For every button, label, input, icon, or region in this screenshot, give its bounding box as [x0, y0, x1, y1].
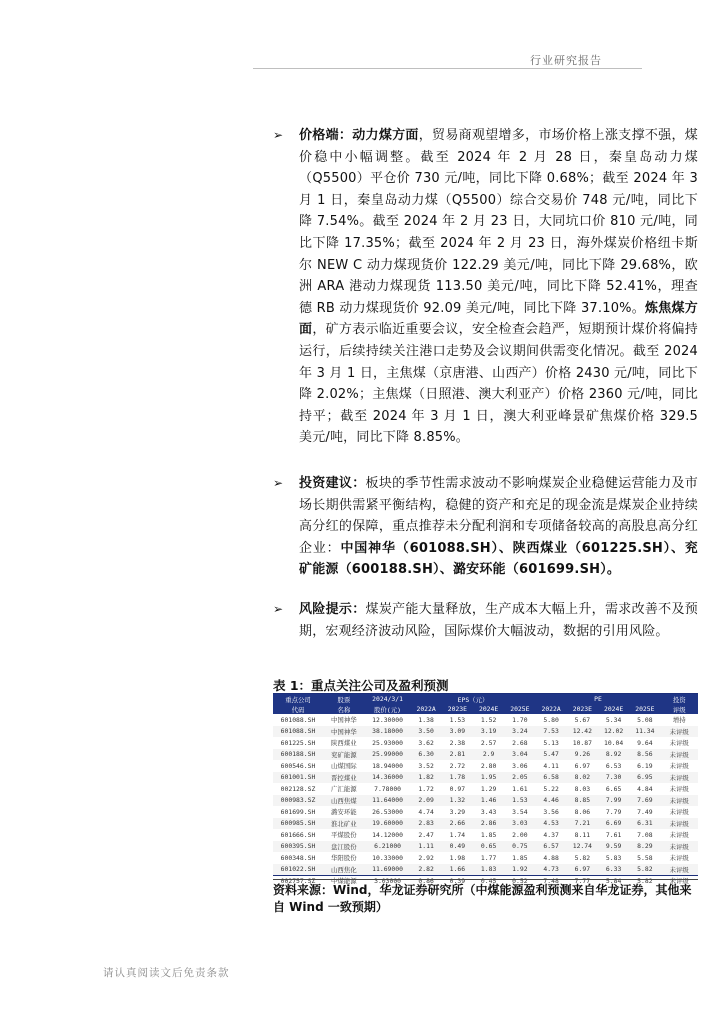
table-cell: 7.77	[574, 876, 591, 885]
table-cell: 11.34	[629, 726, 660, 738]
risk-section	[273, 599, 698, 642]
table-cell: 1.85	[512, 853, 528, 862]
table-cell: 中国神华	[331, 716, 357, 725]
table-cell: 3.24	[504, 726, 535, 738]
table-cell: 7.78000	[374, 784, 402, 793]
table-cell: 6.65	[605, 784, 622, 793]
table-cell: 6.69	[598, 818, 629, 830]
earnings-table	[273, 693, 698, 886]
invest-picks: 中国神华（601088.SH）、陕西煤业（601225.SH）、兖矿能源（600188.SH）、潞安环能（601699.SH）。	[299, 540, 698, 578]
table-cell: 000983.SZ	[273, 795, 323, 807]
table-cell: 华阳股份	[331, 854, 357, 863]
table-cell: 6.21000	[365, 841, 411, 853]
table-cell: 8.85	[567, 795, 598, 807]
invest-label: 投资建议：	[299, 476, 366, 491]
table-cell: 5.82	[637, 876, 653, 885]
table-row	[273, 726, 698, 738]
table-cell: 3.52	[418, 761, 434, 770]
table-cell: 7.30	[598, 772, 629, 784]
table-cell: 7.21	[567, 818, 598, 830]
table-cell: 7.61	[605, 830, 622, 839]
table-cell: 601088.SH	[273, 726, 323, 738]
table-cell: 0.97	[449, 784, 466, 793]
table-subheader-cell: 2023E	[447, 705, 467, 713]
table-cell: 600348.SH	[280, 853, 316, 862]
table-cell: 12.42	[567, 726, 598, 738]
footer-disclaimer: 请认真阅读文后免责条款	[103, 967, 230, 979]
table-cell: 1.95	[473, 772, 504, 784]
table-cell: 7.08	[637, 830, 653, 839]
table-cell: 中国神华	[323, 726, 365, 738]
coking-coal-label: 炼焦煤方面	[299, 300, 698, 338]
table-cell: 2.86	[473, 818, 504, 830]
table-cell: 6.97	[567, 864, 598, 876]
table-cell: 未评级	[660, 841, 698, 853]
th-pe: PE	[594, 695, 602, 703]
table-cell: 0.75	[504, 841, 535, 853]
table-cell: 1.46	[473, 795, 504, 807]
price-label: 价格端：	[299, 128, 353, 143]
table-cell: 1.92	[504, 864, 535, 876]
table-cell: 5.84	[605, 876, 622, 885]
table-cell: 12.74	[567, 841, 598, 853]
table-cell: 2.66	[442, 818, 473, 830]
table-cell: 14.36000	[365, 772, 411, 784]
table-cell: 3.03	[504, 818, 535, 830]
table-row	[273, 864, 698, 876]
source-note: 资料来源：Wind，华龙证券研究所（中煤能源盈利预测来自华龙证券，其他来自 Wind 一致预期）	[273, 879, 698, 916]
table-cell: 0.86	[418, 876, 434, 885]
table-cell: 11.64000	[365, 795, 411, 807]
thermal-coal-label: 动力煤方面	[352, 128, 419, 143]
table-subheader-cell: 2025E	[510, 705, 530, 713]
table-cell: 3.29	[449, 807, 466, 816]
table-cell: 1.98	[449, 853, 466, 862]
table-cell: 1.74	[449, 830, 466, 839]
table-cell: 6.33	[598, 864, 629, 876]
table-cell: 0.52	[512, 876, 528, 885]
table-cell: 2.80	[480, 761, 497, 770]
table-cell: 601699.SH	[280, 807, 316, 816]
table-cell: 8.06	[574, 807, 591, 816]
table-subheader-cell: 股价(元)	[374, 705, 401, 714]
table-subheader-cell: 2023E	[572, 705, 592, 713]
table-cell: 14.12000	[372, 830, 403, 839]
table-cell: 601001.SH	[273, 772, 323, 784]
table-cell: 1.82	[410, 772, 441, 784]
table-cell: 600985.SH	[273, 818, 323, 830]
table-cell: 8.02	[567, 772, 598, 784]
table-cell: 38.18000	[365, 726, 411, 738]
table-cell: 1.83	[473, 864, 504, 876]
table-cell: 8.92	[598, 749, 629, 761]
table-cell: 8.11	[574, 830, 591, 839]
table-cell: 6.57	[535, 841, 566, 853]
table-row	[273, 852, 698, 864]
table-cell: 25.99000	[365, 749, 411, 761]
table-cell: 8.03	[574, 784, 591, 793]
table-subheader-cell: 2024E	[478, 705, 499, 713]
invest-section	[273, 473, 698, 581]
table-cell: 601088.SH	[280, 715, 316, 724]
table-cell: 3.54	[512, 807, 528, 816]
table-cell: 未评级	[660, 864, 698, 876]
table-cell: 6.19	[637, 761, 653, 770]
th-company: 重点公司	[285, 695, 311, 704]
th-eps: EPS（元）	[457, 695, 489, 704]
table-cell: 2.57	[480, 738, 497, 747]
table-cell: 增持	[672, 716, 686, 725]
table-cell: 4.37	[543, 830, 559, 839]
table-cell: 1.32	[442, 795, 473, 807]
table-cell: 5.13	[543, 738, 559, 747]
table-cell: 5.34	[605, 715, 622, 724]
table-cell: 002128.SZ	[280, 784, 316, 793]
table-cell: 9.59	[598, 841, 629, 853]
risk-paragraph	[273, 599, 698, 642]
table-cell: 12.30000	[372, 715, 403, 724]
table-cell: 5.67	[574, 715, 591, 724]
table-cell: 3.03000	[374, 876, 402, 885]
table-cell: 3.19	[473, 726, 504, 738]
table-cell: 3.04	[504, 749, 535, 761]
table-cell: 3.62	[418, 738, 434, 747]
table-row	[273, 795, 698, 807]
table-cell: 2.05	[504, 772, 535, 784]
table-cell: 未评级	[669, 808, 689, 817]
invest-text: 板块的季节性需求波动不影响煤炭企业稳健运营能力及市场长期供需紧平衡结构，稳健的资产和充足的现金流是煤炭企业持续高分红的保障，重点推荐未分配利润和专项储备较高的高股息高分红企业：	[299, 476, 698, 556]
table-cell: 7.69	[629, 795, 660, 807]
table-row	[273, 760, 698, 772]
table-subheader-cell: 2024E	[603, 705, 624, 713]
table-cell: 601666.SH	[280, 830, 316, 839]
table-cell: 7.53	[535, 726, 566, 738]
table-cell: 6.58	[535, 772, 566, 784]
table-cell: 1.85	[480, 830, 497, 839]
table-cell: 5.22	[543, 784, 559, 793]
table-cell: 4.46	[535, 795, 566, 807]
table-cell: 601022.SH	[273, 864, 323, 876]
table-cell: 未评级	[669, 854, 689, 863]
table-cell: 12.02	[598, 726, 629, 738]
table-cell: 未评级	[669, 739, 689, 748]
table-cell: 18.94000	[372, 761, 403, 770]
bullet-arrow-icon: ➢	[273, 128, 284, 142]
table-cell: 9.64	[637, 738, 653, 747]
table-cell: 盘江股份	[323, 841, 365, 853]
table-row	[273, 772, 698, 784]
table-cell: 5.83	[605, 853, 622, 862]
table-row	[273, 841, 698, 853]
table-cell: 未评级	[660, 772, 698, 784]
table-title: 表 1：重点关注公司及盈利预测	[273, 678, 449, 693]
header-rule	[253, 68, 642, 69]
table-cell: 1.38	[418, 715, 434, 724]
table-cell: 淮北矿业	[323, 818, 365, 830]
table-cell: 1.53	[449, 715, 466, 724]
table-cell: 2.92	[418, 853, 434, 862]
table-subheader-cell: 评级	[672, 705, 686, 714]
table-cell: 4.88	[543, 853, 559, 862]
table-row	[273, 783, 698, 795]
bullet-arrow-icon: ➢	[273, 476, 284, 490]
table-cell: 6.95	[629, 772, 660, 784]
table-cell: 10.33000	[372, 853, 403, 862]
table-cell: 6.53	[605, 761, 622, 770]
table-cell: 2.9	[473, 749, 504, 761]
table-cell: 潞安环能	[331, 808, 357, 817]
table-cell: 26.53000	[372, 807, 403, 816]
risk-label: 风险提示：	[299, 602, 366, 617]
table-row	[273, 749, 698, 761]
table-cell: 4.11	[543, 761, 559, 770]
table-cell: 7.99	[598, 795, 629, 807]
table-subheader-cell: 代码	[291, 705, 305, 714]
table-cell: 2.72	[449, 761, 466, 770]
table-cell: 25.93000	[372, 738, 403, 747]
table-cell: 山西焦化	[323, 864, 365, 876]
table-cell: 3.09	[442, 726, 473, 738]
risk-text: 煤炭产能大量释放，生产成本大幅上升，需求改善不及预期，宏观经济波动风险，国际煤价大幅波动，数据的引用风险。	[299, 602, 698, 639]
table-cell: 3.56	[543, 807, 559, 816]
table-cell: 1.52	[480, 715, 497, 724]
table-cell: 广汇能源	[331, 785, 357, 794]
th-rating: 投资	[672, 695, 686, 704]
table-cell: 未评级	[660, 749, 698, 761]
table-cell: 未评级	[669, 831, 689, 840]
table-cell: 2.81	[442, 749, 473, 761]
table-cell: 2.47	[418, 830, 434, 839]
table-cell: 7.48	[543, 876, 559, 885]
table-cell: 1.29	[480, 784, 497, 793]
table-cell: 1.77	[480, 853, 497, 862]
table-cell: 山西焦煤	[323, 795, 365, 807]
table-cell: 1.53	[504, 795, 535, 807]
table-cell: 兖矿能源	[323, 749, 365, 761]
table-cell: 2.83	[410, 818, 441, 830]
table-cell: 10.87	[572, 738, 592, 747]
table-cell: 1.70	[512, 715, 528, 724]
table-cell: 0.49	[442, 841, 473, 853]
table-subheader-cell: 2022A	[541, 705, 561, 713]
table-row	[273, 818, 698, 830]
table-cell: 2.00	[512, 830, 528, 839]
table-cell: 未评级	[660, 818, 698, 830]
table-cell: 0.65	[473, 841, 504, 853]
table-cell: 600395.SH	[273, 841, 323, 853]
table-cell: 6.97	[574, 761, 591, 770]
table-cell: 2.38	[449, 738, 466, 747]
table-cell: 9.26	[567, 749, 598, 761]
table-subheader-cell: 2022A	[416, 705, 436, 713]
table-cell: 未评级	[669, 877, 689, 886]
table-cell: 中煤能源	[331, 877, 357, 886]
table-cell: 7.49	[637, 807, 653, 816]
table-header-row-2	[273, 704, 698, 714]
table-cell: 3.06	[512, 761, 528, 770]
table-cell: 601225.SH	[280, 738, 316, 747]
table-cell: 600546.SH	[280, 761, 316, 770]
table-cell: 2.09	[410, 795, 441, 807]
table-cell: 平煤股份	[331, 831, 357, 840]
table-row	[273, 829, 698, 841]
table-cell: 4.84	[637, 784, 653, 793]
page-header-label: 行业研究报告	[530, 54, 602, 67]
price-paragraph	[273, 125, 698, 449]
table-cell: 晋控煤业	[323, 772, 365, 784]
coking-coal-text: ，矿方表示临近重要会议，安全检查会趋严，短期预计煤价将偏持运行，后续持续关注港口走势及会议期间供需变化情况。截至 2024 年 3 月 1 日，主焦煤（京唐港、山西产）价格 2430 元/吨，同比下降 2.02%；主焦煤（日照港、澳大利亚产）价格 2360 元/吨，同比持平；截至 2024 年 3 月 1 日，澳大利亚峰景矿焦煤价格 329.5 美元/吨，同比下降 8.85%。	[299, 322, 698, 446]
bullet-arrow-icon: ➢	[273, 602, 284, 616]
table-cell: 未评级	[669, 762, 689, 771]
table-cell: 1.78	[442, 772, 473, 784]
table-cell: 1.72	[418, 784, 434, 793]
table-cell: 5.58	[637, 853, 653, 862]
table-cell: 陕西煤业	[331, 739, 357, 748]
table-row	[273, 737, 698, 749]
table-cell: 2.68	[512, 738, 528, 747]
table-cell: 8.56	[629, 749, 660, 761]
table-cell: 4.74	[418, 807, 434, 816]
table-cell: 未评级	[660, 726, 698, 738]
price-section	[273, 125, 698, 449]
table-cell: 5.82	[629, 864, 660, 876]
table-cell: 0.45	[480, 876, 497, 885]
table-row	[273, 806, 698, 818]
table-cell: 11.69000	[365, 864, 411, 876]
table-cell: 1.66	[442, 864, 473, 876]
table-cell: 1.61	[512, 784, 528, 793]
table-cell: 未评级	[660, 795, 698, 807]
table-cell: 6.31	[629, 818, 660, 830]
table-cell: 0.39	[449, 876, 466, 885]
table-cell: 8.29	[629, 841, 660, 853]
table-cell: 3.50	[410, 726, 441, 738]
table-cell: 10.04	[603, 738, 624, 747]
table-row	[273, 714, 698, 726]
table-cell: 1.11	[410, 841, 441, 853]
table-cell: 6.30	[410, 749, 441, 761]
thermal-coal-text: ，贸易商观望增多，市场价格上涨支撑不强，煤价稳中小幅调整。截至 2024 年 2 月 28 日，秦皇岛动力煤（Q5500）平仓价 730 元/吨，同比下降 0.68%；截至 2024 年 3 月 1 日，秦皇岛动力煤（Q5500）综合交易价 748 元/吨，同比下降 7.54%。截至 2024 年 2 月 23 日，大同坑口价 810 元/吨，同比下降 17.35%；截至 2024 年 2 月 23 日，海外煤炭价格纽卡斯尔 NEW C 动力煤现货价 122.29 美元/吨，同比下降 29.68%，欧洲 ARA 港动力煤现货 113.50 美元/吨，同比下降 52.41%，理查德 RB 动力煤现货价 92.09 美元/吨，同比下降 37.10%。	[299, 128, 698, 316]
table-cell: 19.60000	[365, 818, 411, 830]
table-cell: 山煤国际	[331, 762, 357, 771]
table-cell: 5.80	[543, 715, 559, 724]
table-header-row-1	[273, 694, 698, 704]
table-cell: 5.47	[535, 749, 566, 761]
table-cell: 2.82	[410, 864, 441, 876]
th-date: 2024/3/1	[372, 695, 403, 703]
table-cell: 002757.SZ	[280, 876, 316, 885]
table-cell: 未评级	[669, 785, 689, 794]
th-stock: 股票	[337, 695, 351, 704]
invest-paragraph	[273, 473, 698, 581]
table-cell: 7.79	[605, 807, 622, 816]
table-cell: 5.82	[574, 853, 591, 862]
table-cell: 600188.SH	[273, 749, 323, 761]
table-cell: 3.43	[480, 807, 497, 816]
table-cell: 4.53	[535, 818, 566, 830]
table-subheader-cell: 名称	[337, 705, 351, 714]
table-subheader-cell: 2025E	[635, 705, 655, 713]
table-cell: 4.73	[535, 864, 566, 876]
table-cell: 5.08	[637, 715, 653, 724]
